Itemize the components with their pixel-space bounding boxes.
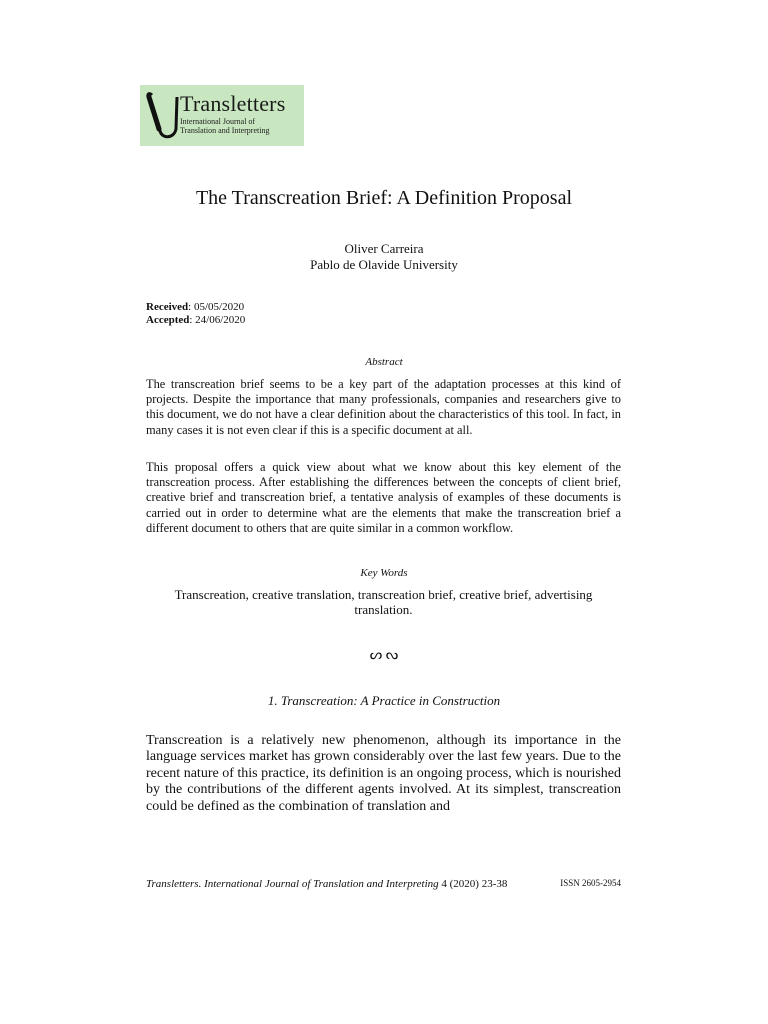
- abstract-paragraph: The transcreation brief seems to be a key part of the adaptation processes at this kind of projects. Despite the importance that many professionals, companies and researchers give to this document, we do not have a clear definition about the characteristics of this tool. In fact, in many cases it is not even clear if this is a specific document at all.: [146, 377, 621, 437]
- logo-brand: Transletters: [180, 91, 286, 116]
- abstract-paragraph: This proposal offers a quick view about what we know about this key element of the transcreation process. After establishing the differences between the concepts of client brief, creative brief and transcreation brief, a tentative analysis of examples of these documents is carried out in order to determine what are the elements that make the transcreation brief a different document to others that are quite similar in a common workflow.: [146, 460, 621, 535]
- accepted-label: Accepted: [146, 314, 190, 326]
- received-date: [146, 301, 245, 314]
- paper-title: The Transcreation Brief: A Definition Proposal: [195, 187, 573, 209]
- footer-issn: ISSN 2605-2954: [560, 878, 621, 888]
- author-affiliation: Pablo de Olavide University: [310, 257, 458, 272]
- footer-issue: 4 (2020) 23-38: [438, 878, 508, 890]
- ornament-divider: ᔕ ᔓ: [369, 648, 399, 663]
- received-label: Received: [146, 301, 189, 313]
- received-value: : 05/05/2020: [188, 301, 245, 313]
- abstract-heading: Abstract: [365, 356, 403, 368]
- journal-logo: [140, 85, 304, 146]
- accepted-value: : 24/06/2020: [189, 314, 246, 326]
- logo-subtitle-line2: Translation and Interpreting: [180, 126, 270, 135]
- keywords-text: Transcreation, creative translation, transcreation brief, creative brief, advertising translation.: [174, 587, 593, 617]
- submission-dates: [146, 301, 245, 327]
- accepted-date: [146, 314, 245, 327]
- keywords-heading: Key Words: [360, 567, 408, 579]
- footer-journal: Transletters. International Journal of Translation and Interpreting: [146, 878, 439, 890]
- author-block: [0, 241, 768, 273]
- logo-subtitle-line1: International Journal of: [180, 117, 256, 126]
- section-heading: 1. Transcreation: A Practice in Construction: [267, 693, 501, 708]
- body-paragraph: Transcreation is a relatively new phenomenon, although its importance in the language services market has grown considerably over the last few years. Due to the recent nature of this practice, its definition is an ongoing process, which is nourished by the contributions of the different agents involved. At its simplest, transcreation could be defined as the combination of translation and: [146, 733, 621, 814]
- author-name: Oliver Carreira: [344, 241, 424, 256]
- page-footer: [146, 878, 621, 890]
- quill-pen-icon: [144, 89, 180, 143]
